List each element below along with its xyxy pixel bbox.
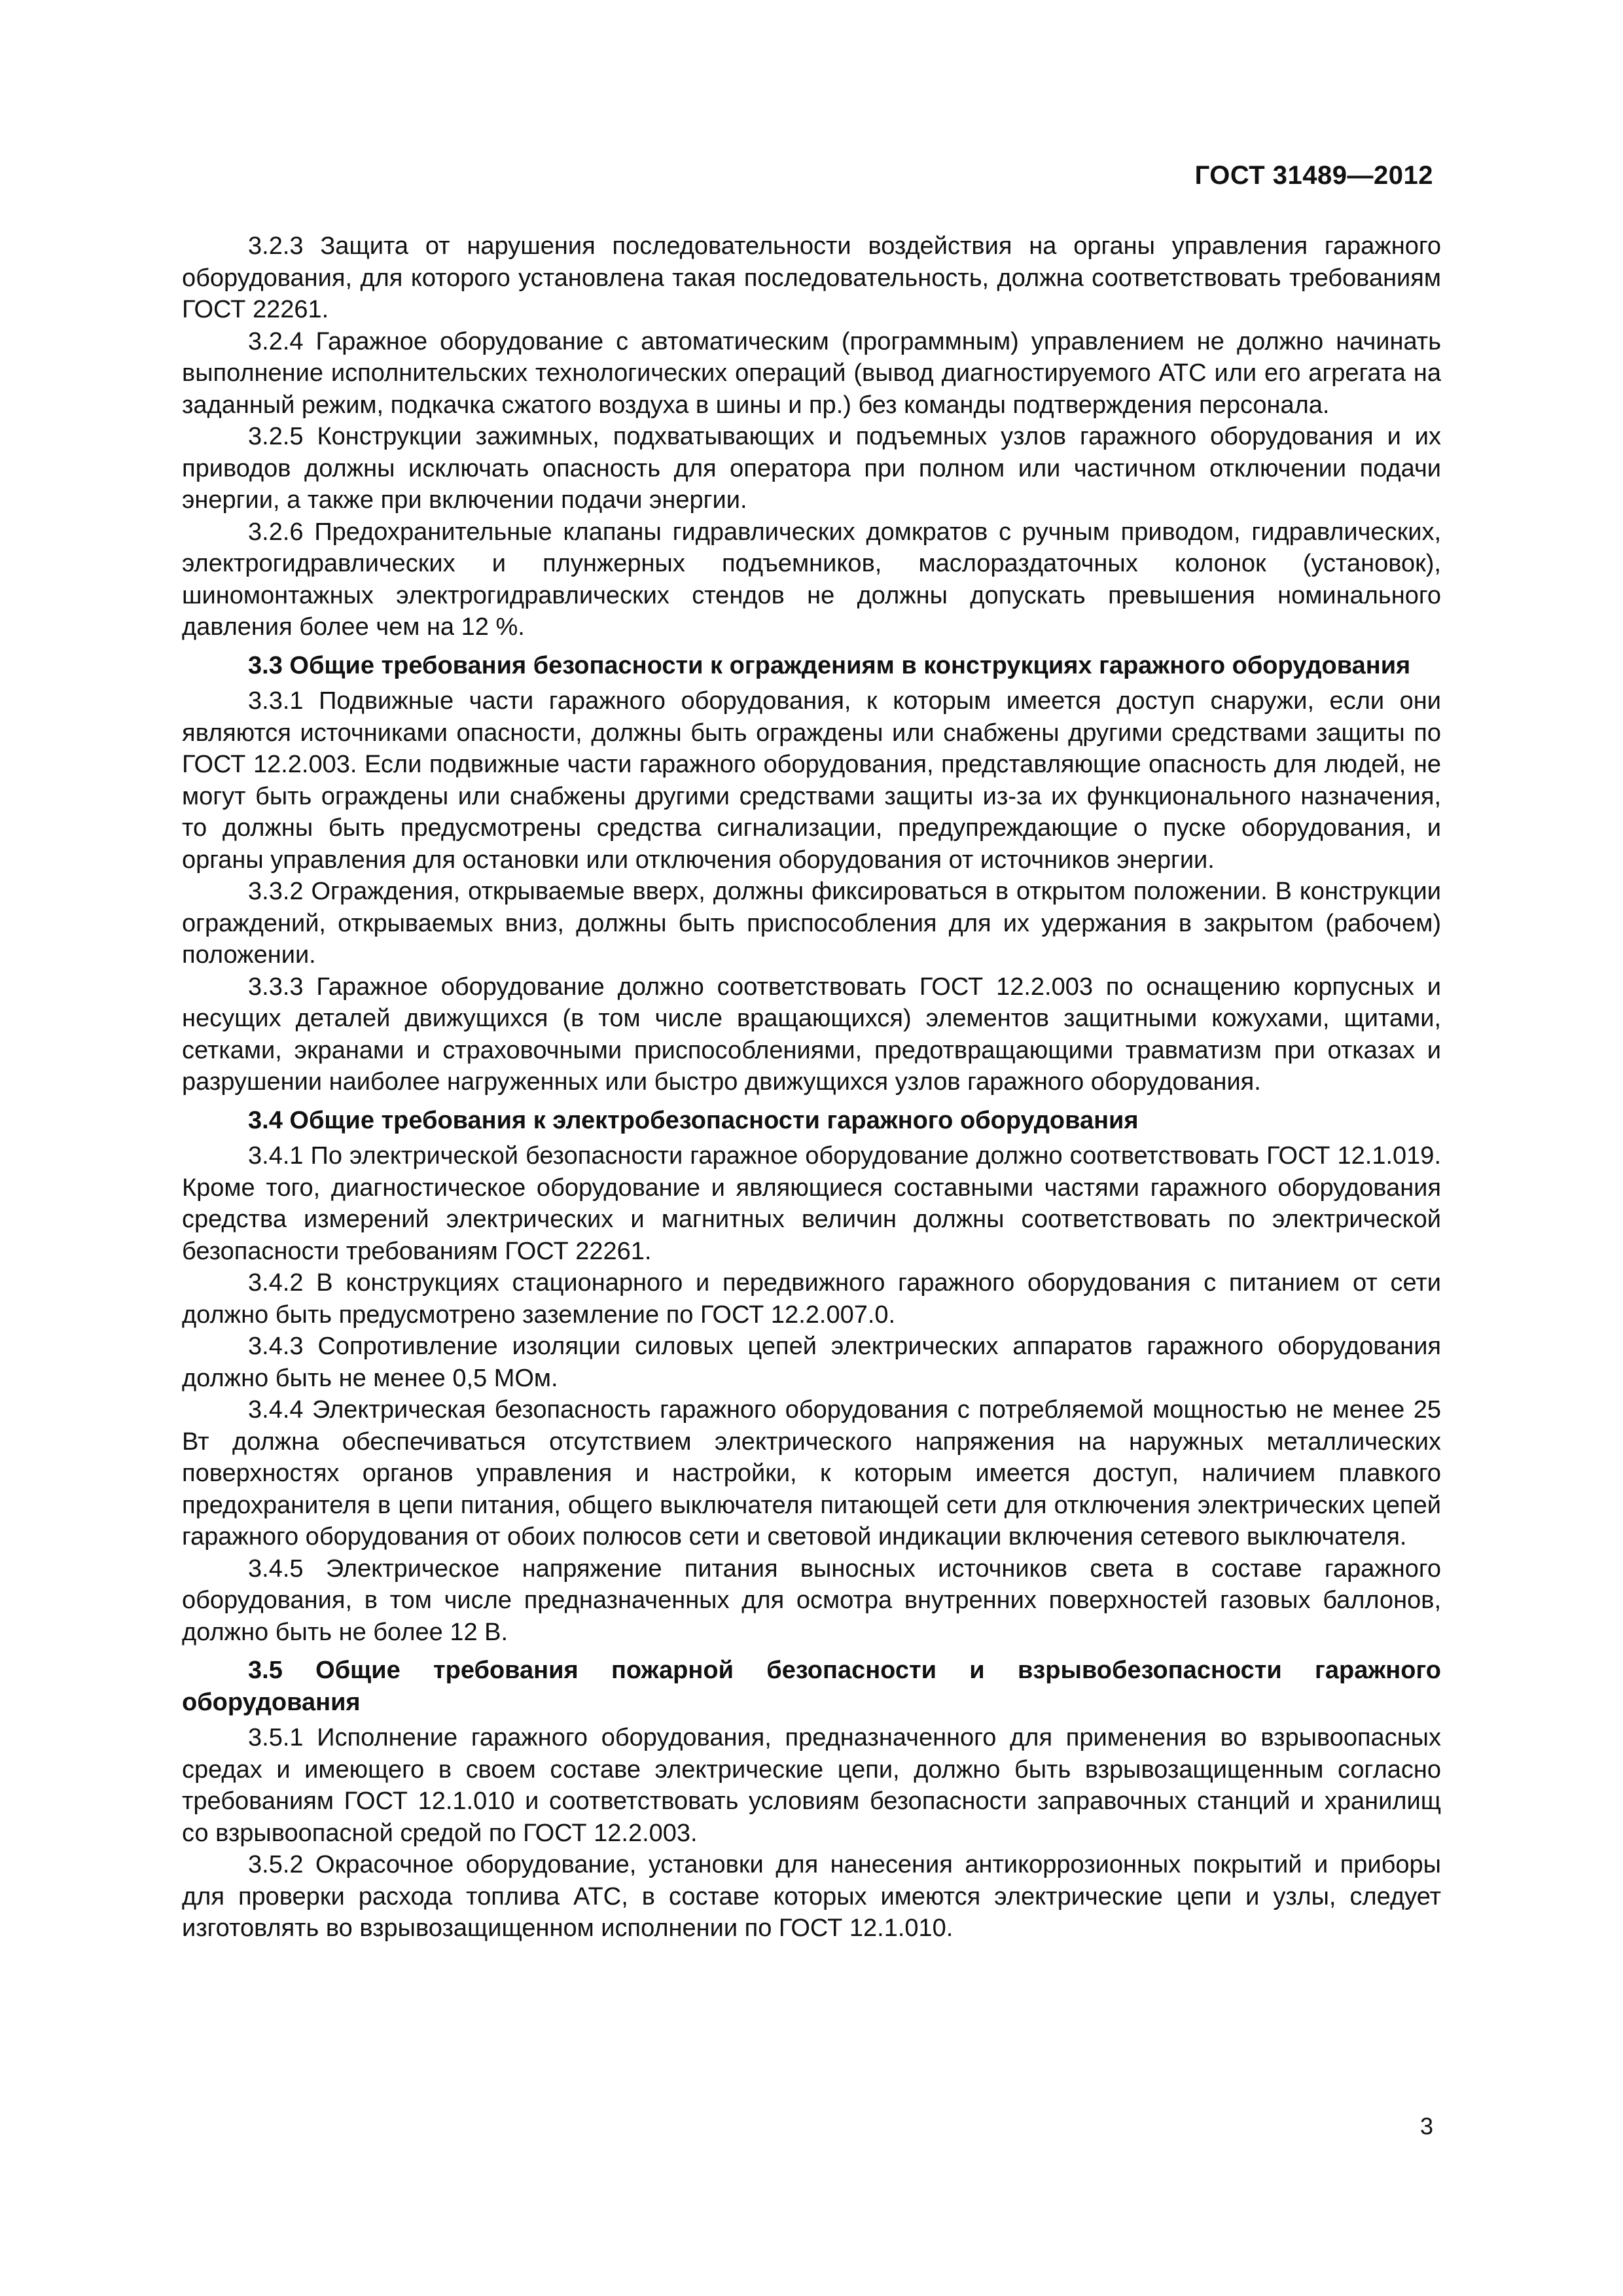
paragraph-3-2-6: 3.2.6 Предохранительные клапаны гидравлических домкратов с ручным приводом, гидравлических, электрогидравлических и плунжерных подъемников, маслораздаточных колонок (установок), шиномонтажных электрогидравлических стендов не должны допускать превышения номинального давления более чем на 12 %. — [182, 518, 1441, 641]
paragraph-3-4-1: 3.4.1 По электрической безопасности гаражное оборудование должно соответствовать ГОСТ 12.1.019. Кроме того, диагностическое оборудование и являющиеся составными частями гаражного оборудования средства измерений электрических и магнитных величин должны соответствовать по электрической безопасности требованиям ГОСТ 22261. — [182, 1142, 1441, 1265]
page-content — [182, 230, 1441, 1945]
paragraph-3-4-2: 3.4.2 В конструкциях стационарного и передвижного гаражного оборудования с питанием от сети должно быть предусмотрено заземление по ГОСТ 12.2.007.0. — [182, 1269, 1441, 1329]
paragraph-3-5-1: 3.5.1 Исполнение гаражного оборудования, предназначенного для применения во взрывоопасных средах и имеющего в своем составе электрические цепи, должно быть взрывозащищенным согласно требованиям ГОСТ 12.1.010 и соответствовать условиям безопасности заправочных станций и хранилищ со взрывоопасной средой по ГОСТ 12.2.003. — [182, 1724, 1441, 1847]
section-heading-3-3: 3.3 Общие требования безопасности к ограждениям в конструкциях гаражного оборудования — [248, 651, 1411, 679]
section-heading-3-4: 3.4 Общие требования к электробезопасности гаражного оборудования — [248, 1106, 1139, 1134]
standard-header: ГОСТ 31489—2012 — [1194, 161, 1433, 190]
paragraph-3-3-3: 3.3.3 Гаражное оборудование должно соответствовать ГОСТ 12.2.003 по оснащению корпусных и несущих деталей движущихся (в том числе вращающихся) элементов защитными кожухами, щитами, сетками, экранами и страховочными приспособлениями, предотвращающими травматизм при отказах и разрушении наиболее нагруженных или быстро движущихся узлов гаражного оборудования. — [182, 973, 1441, 1096]
page-number: 3 — [1419, 2113, 1433, 2140]
paragraph-3-5-2: 3.5.2 Окрасочное оборудование, установки для нанесения антикоррозионных покрытий и приборы для проверки расхода топлива АТС, в составе которых имеются электрические цепи и узлы, следует изготовлять во взрывозащищенном исполнении по ГОСТ 12.1.010. — [182, 1851, 1441, 1942]
paragraph-3-4-3: 3.4.3 Сопротивление изоляции силовых цепей электрических аппаратов гаражного оборудования должно быть не менее 0,5 МОм. — [182, 1333, 1441, 1392]
paragraph-3-2-5: 3.2.5 Конструкции зажимных, подхватывающих и подъемных узлов гаражного оборудования и их приводов должны исключать опасность для оператора при полном или частичном отключении подачи энергии, а также при включении подачи энергии. — [182, 423, 1441, 514]
paragraph-3-2-3: 3.2.3 Защита от нарушения последовательности воздействия на органы управления гаражного оборудования, для которого установлена такая последовательность, должна соответствовать требованиям ГОСТ 22261. — [182, 232, 1441, 323]
paragraph-3-4-5: 3.4.5 Электрическое напряжение питания выносных источников света в составе гаражного оборудования, в том числе предназначенных для осмотра внутренних поверхностей газовых баллонов, должно быть не более 12 В. — [182, 1554, 1441, 1646]
paragraph-3-4-4: 3.4.4 Электрическая безопасность гаражного оборудования с потребляемой мощностью не менее 25 Вт должна обеспечиваться отсутствием электрического напряжения на наружных металлических поверхностях органов управления и настройки, к которым имеется доступ, наличием плавкого предохранителя в цепи питания, общего выключателя питающей сети для отключения электрических цепей гаражного оборудования от обоих полюсов сети и световой индикации включения сетевого выключателя. — [182, 1396, 1441, 1551]
section-heading-3-5: 3.5 Общие требования пожарной безопасности и взрывобезопасности гаражного оборудования — [182, 1657, 1441, 1716]
paragraph-3-3-1: 3.3.1 Подвижные части гаражного оборудования, к которым имеется доступ снаружи, если они являются источниками опасности, должны быть ограждены или снабжены другими средствами защиты по ГОСТ 12.2.003. Если подвижные части гаражного оборудования, представляющие опасность для людей, не могут быть ограждены или снабжены другими средствами защиты из-за их функционального назначения, то должны быть предусмотрены средства сигнализации, предупреждающие о пуске оборудования, и органы управления для остановки или отключения оборудования от источников энергии. — [182, 687, 1441, 874]
paragraph-3-2-4: 3.2.4 Гаражное оборудование с автоматическим (программным) управлением не должно начинать выполнение исполнительских технологических операций (вывод диагностируемого АТС или его агрегата на заданный режим, подкачка сжатого воздуха в шины и пр.) без команды подтверждения персонала. — [182, 327, 1441, 419]
paragraph-3-3-2: 3.3.2 Ограждения, открываемые вверх, должны фиксироваться в открытом положении. В конструкции ограждений, открываемых вниз, должны быть приспособления для их удержания в закрытом (рабочем) положении. — [182, 878, 1441, 969]
